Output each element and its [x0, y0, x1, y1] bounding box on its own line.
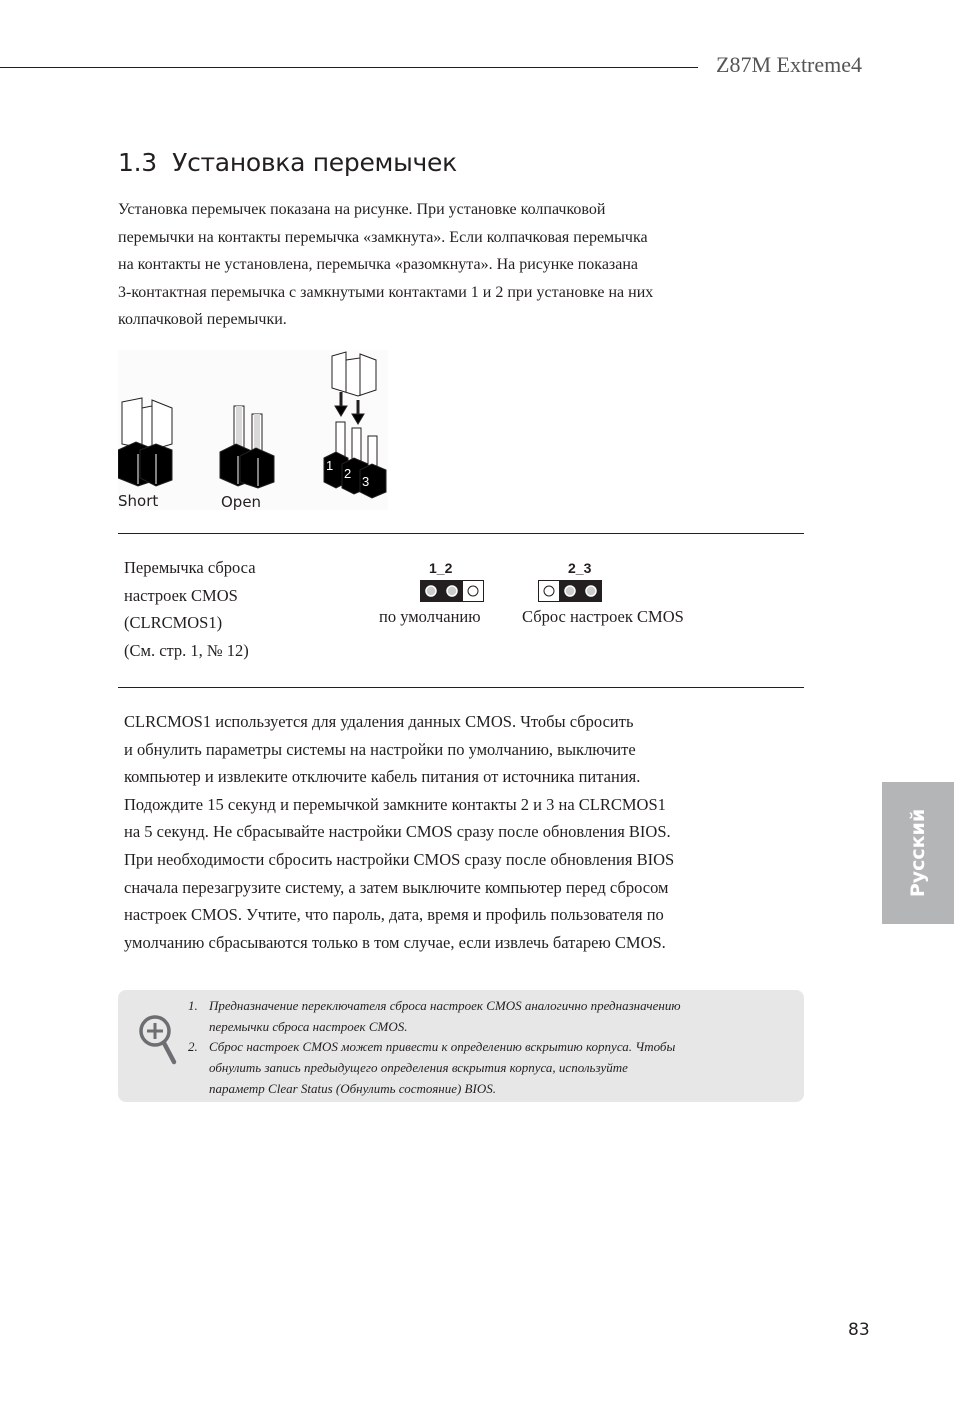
- note-item-continued: [188, 1058, 681, 1079]
- body-line: Подождите 15 секунд и перемычкой замкните контакты 2 и 3 на CLRCMOS1: [124, 794, 666, 814]
- default-pins-label: 1_2: [429, 560, 453, 576]
- note-item: [188, 1037, 681, 1058]
- intro-line: 3-контактная перемычка с замкнутыми контактами 1 и 2 при установке на них: [118, 283, 654, 301]
- jumper-name-line: Перемычка сброса: [124, 558, 256, 577]
- body-line: настроек CMOS. Учтите, что пароль, дата, время и профиль пользователя по: [124, 905, 664, 925]
- body-line: CLRCMOS1 используется для удаления данных CMOS. Чтобы сбросить: [124, 712, 634, 731]
- intro-paragraph: [118, 196, 778, 334]
- note-item-continued: [188, 1079, 681, 1100]
- clear-pins-label: 2_3: [568, 560, 592, 576]
- table-bottom-rule: [118, 687, 804, 688]
- language-tab-label: Русский: [907, 808, 929, 898]
- short-label: Short: [118, 492, 159, 510]
- body-paragraph: [124, 708, 674, 956]
- header-rule: [0, 67, 698, 68]
- note-list: [188, 996, 681, 1100]
- pin-3-label: 3: [362, 474, 370, 489]
- note-item-continued: [188, 1017, 681, 1038]
- body-line: сначала перезагрузите систему, а затем выключите компьютер перед сбросом: [124, 877, 669, 897]
- section-title-text: Установка перемычек: [172, 148, 457, 177]
- default-caption: по умолчанию: [379, 607, 481, 626]
- jumper-name-line: (См. стр. 1, № 12): [124, 640, 249, 660]
- body-line: При необходимости сбросить настройки CMOS сразу после обновления BIOS: [124, 849, 675, 869]
- section-number: 1.3: [118, 148, 157, 177]
- note-box: [118, 990, 804, 1102]
- body-line: умолчанию сбрасываются только в том случае, если извлечь батарею CMOS.: [124, 932, 666, 952]
- intro-line: на контакты не установлена, перемычка «разомкнута». На рисунке показана: [118, 256, 639, 274]
- language-tab: [882, 782, 954, 924]
- page-number: 83: [848, 1320, 870, 1340]
- open-label: Open: [221, 493, 262, 510]
- note-text: Сброс настроек CMOS может привести к определению вскрытию корпуса. Чтобы: [209, 1039, 676, 1055]
- intro-line: колпачковой перемычки.: [118, 311, 287, 329]
- pin-1-label: 1: [326, 458, 334, 473]
- jumper-diagram: [118, 350, 388, 510]
- magnifier-plus-icon: [138, 1014, 178, 1066]
- body-line: компьютер и извлеките отключите кабель питания от источника питания.: [124, 767, 641, 787]
- note-text: Предназначение переключателя сброса настроек CMOS аналогично предназначению: [209, 998, 681, 1013]
- note-text: перемычки сброса настроек CMOS.: [209, 1018, 408, 1034]
- section-title: [118, 148, 457, 177]
- clear-caption: Сброс настроек CMOS: [522, 607, 684, 626]
- pin-2-label: 2: [344, 466, 352, 481]
- jumper-name-line: (CLRCMOS1): [124, 613, 223, 633]
- short-jumper: [118, 398, 172, 486]
- table-top-rule: [118, 533, 804, 534]
- body-line: и обнулить параметры системы на настройки по умолчанию, выключите: [124, 739, 636, 759]
- intro-line: перемычки на контакты перемычка «замкнута». Если колпачковая перемычка: [118, 228, 648, 246]
- default-pin-header: [420, 580, 484, 602]
- clear-pin-header: [538, 580, 602, 602]
- intro-line: Установка перемычек показана на рисунке. При установке колпачковой: [118, 201, 606, 218]
- model-name: Z87M Extreme4: [716, 52, 863, 77]
- note-number: 2.: [188, 1039, 198, 1055]
- note-text: обнулить запись предыдущего определения вскрытия корпуса, используйте: [209, 1060, 628, 1076]
- jumper-name: [124, 554, 256, 664]
- note-text: параметр Clear Status (Обнулить состояние) BIOS.: [209, 1080, 496, 1096]
- jumper-name-line: настроек CMOS: [124, 585, 238, 605]
- body-line: на 5 секунд. Не сбрасывайте настройки CMOS сразу после обновления BIOS.: [124, 822, 671, 842]
- note-number: 1.: [188, 998, 198, 1013]
- note-item: [188, 996, 681, 1017]
